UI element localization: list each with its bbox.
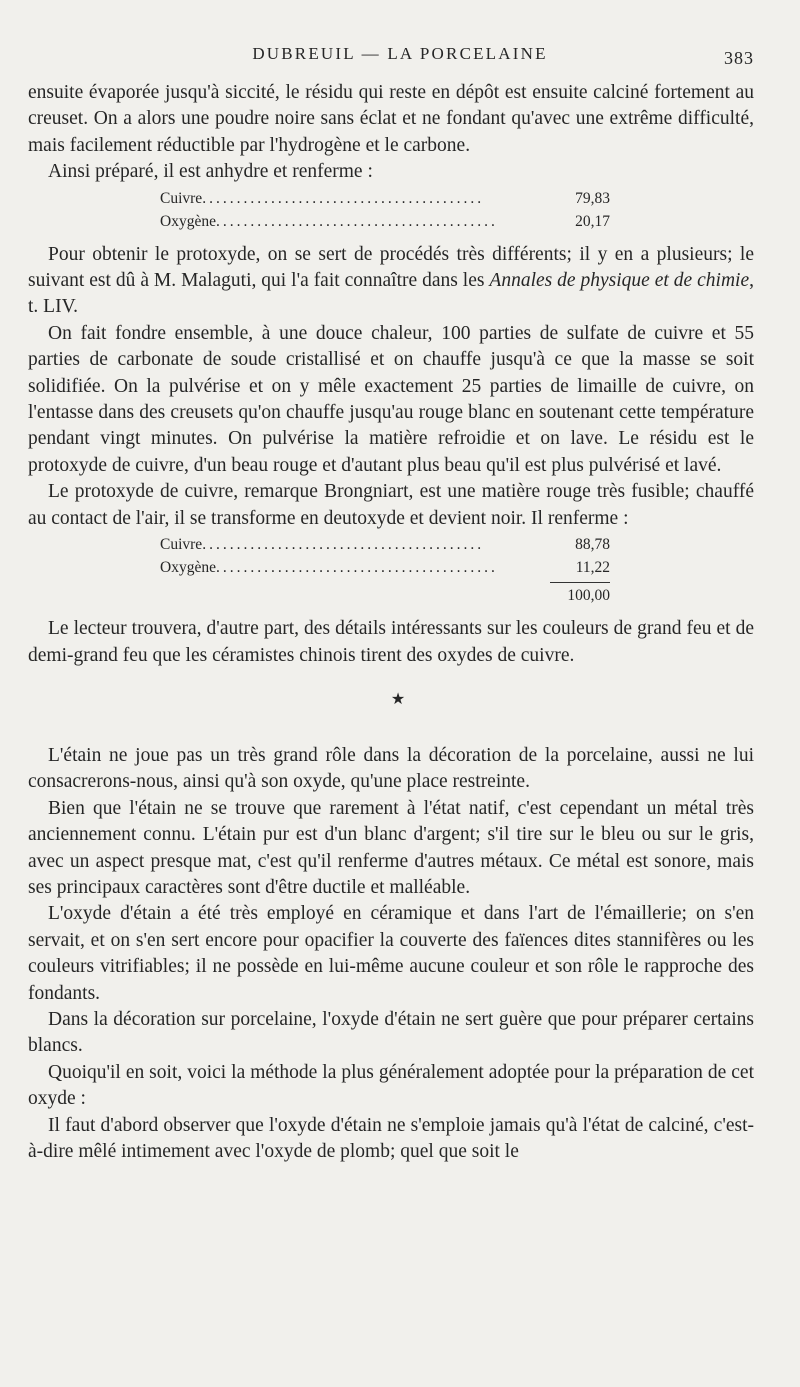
paragraph-7: L'étain ne joue pas un très grand rôle dans la décoration de la porcelaine, aussi ne lui consacrerons-nous, ainsi qu'à son oxyde, qu'une place restreinte.: [28, 744, 754, 793]
element-name: Oxygène: [160, 212, 216, 230]
paragraph-3: Pour obtenir le protoxyde, on se sert de procédés très différents; il y en a plusieurs; le suivant est dû à M. Malaguti, qui l'a fait connaître dans les Annales de physique et de chimie, t. LIV.: [28, 243, 755, 318]
element-name: Cuivre: [160, 189, 203, 207]
paragraph-11: Quoiqu'il en soit, voici la méthode la plus généralement adoptée pour la préparation de cet oxyde :: [28, 1061, 754, 1110]
element-value: 88,78: [575, 536, 610, 554]
element-value: 79,83: [575, 189, 610, 207]
leader-dots: .........................................: [215, 559, 498, 577]
paragraph-4: On fait fondre ensemble, à une douce chaleur, 100 parties de sulfate de cuivre et 55 parties de carbonate de soude cristallisé et on chauffe jusqu'à ce que la masse se soit solidifiée. On la pulvérise et on y mêle exactement 25 parties de limaille de cuivre, on l'entasse dans des creusets qu'on chauffe jusqu'au rouge blanc en soutenant cette température pendant vingt minutes. On pulvérise la matière refroidie et on lave. Le résidu est le protoxyde de cuivre, d'un beau rouge et d'autant plus beau qu'il est plus pulvérisé et lavé.: [28, 322, 754, 476]
composition-total-row: [160, 583, 610, 611]
composition-row: [160, 536, 610, 559]
citation: Annales de physique et de chimie: [489, 270, 750, 292]
paragraph-8: Bien que l'étain ne se trouve que rarement à l'état natif, c'est cependant un métal très anciennement connu. L'étain pur est d'un blanc d'argent; s'il tire sur le bleu ou sur le gris, avec un aspect presque mat, c'est qu'il renferme d'autres métaux. Ce métal est sonore, mais ses principaux caractères sont d'être ductile et malléable.: [28, 797, 754, 898]
composition-row: [160, 213, 610, 236]
leader-dots: .........................................: [215, 212, 498, 230]
body-text: [28, 80, 754, 1165]
element-name: Oxygène: [160, 559, 216, 577]
leader-dots: .........................................: [202, 189, 485, 207]
section-separator-star: ★: [390, 690, 406, 708]
page-number: 383: [724, 48, 754, 68]
composition-row: [160, 559, 610, 583]
paragraph-2: Ainsi préparé, il est anhydre et renferme :: [48, 161, 373, 183]
element-value: 20,17: [575, 212, 610, 230]
element-name: Cuivre: [160, 536, 203, 554]
paragraph-10: Dans la décoration sur porcelaine, l'oxyde d'étain ne sert guère que pour préparer certains blancs.: [28, 1008, 754, 1057]
page-header: [0, 44, 800, 74]
composition-table-2: [160, 536, 610, 610]
paragraph-5: Le protoxyde de cuivre, remarque Brongniart, est une matière rouge très fusible; chauffé au contact de l'air, il se transforme en deutoxyde et devient noir. Il renferme :: [28, 481, 754, 529]
composition-total: 100,00: [567, 587, 610, 605]
composition-table-1: [160, 190, 610, 236]
running-title: DUBREUIL — LA PORCELAINE: [252, 44, 548, 63]
paragraph-9: L'oxyde d'étain a été très employé en céramique et dans l'art de l'émaillerie; on s'en servait, et on s'en sert encore pour opacifier la couverte des faïences dites stannifères ou les couleurs vitrifiables; il ne possède en lui-même aucune couleur et son rôle le rapproche des fondants.: [28, 903, 754, 1004]
paragraph-1: ensuite évaporée jusqu'à siccité, le résidu qui reste en dépôt est ensuite calciné fortement au creuset. On a alors une poudre noire sans éclat et ne fondant qu'avec une extrême difficulté, mais facilement réductible par l'hydrogène et le carbone.: [28, 82, 754, 156]
paragraph-12: Il faut d'abord observer que l'oxyde d'étain ne s'emploie jamais qu'à l'état de calciné, c'est-à-dire mêlé intimement avec l'oxyde de plomb; quel que soit le: [28, 1114, 754, 1162]
paragraph-6: Le lecteur trouvera, d'autre part, des détails intéressants sur les couleurs de grand feu et de demi-grand feu que les céramistes chinois tirent des oxydes de cuivre.: [28, 618, 754, 666]
leader-dots: .........................................: [202, 536, 485, 554]
element-value: 11,22: [550, 559, 610, 583]
composition-row: [160, 190, 610, 213]
